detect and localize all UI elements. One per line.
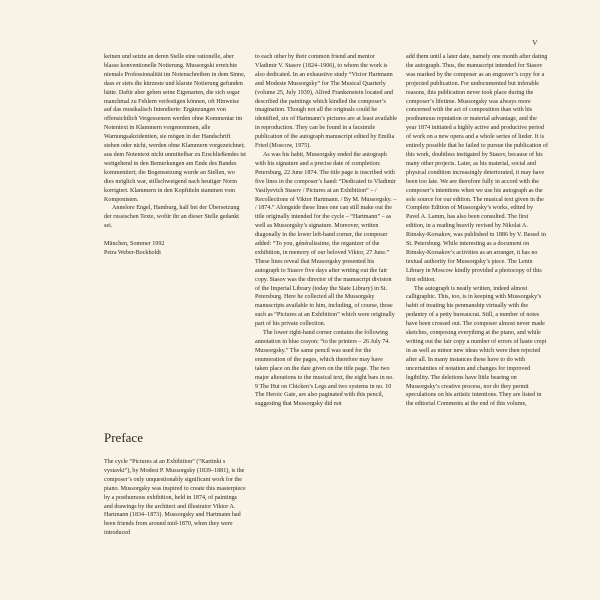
signature-place-date: München, Sommer 1992 xyxy=(104,241,165,248)
german-paragraph: Annelore Engel, Hamburg, half bei der Übersetzung der russischen Texte, wofür ihr an dieser Stelle gedankt sei. xyxy=(104,205,240,230)
body-paragraph: The autograph is neatly written, indeed almost calligraphic. This, too, is in keeping with Mussorgsky’s habit of treating his penmanship virtually with the pedantry of a petty bureaucrat. Still, a number of notes have been crossed out. The composer almost never made sketches, composing everything at the piano, and while writing out the fair copy a number of errors of haste crept in as well as minor new ideas which were then rejected after all. In many instances these have to do with uncertainties of notation and changes for improved legibility. The deletions have little bearing on Mussorgsky’s creative process, nor do they permit speculations on his artistic intentions. They are listed in the editorial Comments at the end of this volume, xyxy=(406,285,547,408)
preface-heading: Preface xyxy=(104,430,143,445)
german-paragraph: keinen und setzte an deren Stelle eine rationelle, aber blasse konventionelle Notierung. Mussorgski erreichte niemals Professionalität im Notenschreiben in dem Sinne, dass er stets die kürzeste und klarste Notierung gefunden hätte. Dafür aber geben seine Eigenarten, die sich sogar manchmal zu Fehlern verfestigen können, oft Hinweise auf das musikalisch Intendierte: Ergänzungen von offensichtlich Vergessenem werden ohne Kommentar im Notentext in Klammern vorgenommen, alle Warnungsakzidentien, sie mögen in der Handschrift stehen oder nicht, werden ohne Klammern vorgezeichnet; aus dem Notentext nicht unmittelbar zu Erschließendes ist weitgehend in den Bemerkungen am Ende des Bandes kommentiert; die Bogensetzung wurde an Stellen, wo dies möglich war, stillschweigend nach heutiger Norm korrigiert. Klammern in den Kopftiteln stammen vom Komponisten. xyxy=(104,54,246,203)
preface-body xyxy=(104,458,246,538)
column-right xyxy=(406,53,548,409)
column-left xyxy=(104,53,246,537)
column-middle xyxy=(255,53,397,409)
preface-paragraph: The cycle “Pictures at an Exhibition” (“Kartinki s vystavki”), by Modest P. Mussorgsky (1839–1881), is the composer’s only unquestionably significant work for the piano. Mussorgsky was inspired to create this masterpiece by a posthumous exhibition, held in 1874, of paintings and drawings by the architect and illustrator Viktor A. Hartmann (1834–1873). Mussorgsky and Hartmann had been friends from around mid-1870, when they were introduced xyxy=(104,459,246,537)
body-paragraph: The lower right-hand corner contains the following annotation in blue crayon: “to the printers – 26 July 74. Mussorgsky.” The same pencil was used for the enumeration of the pages, which therefore may have taken place on the date given on the title page. The two major alterations to the musical text, the eight bars in no. 9 The Hut on Chicken’s Legs and two systems in no. 10 The Heroic Gate, are also paginated with this pencil, suggesting that Mussorgsky did not xyxy=(255,330,394,408)
body-paragraph: add them until a later date, namely one month after dating the autograph. Thus, the manuscript intended for Stasov was marked by the composer as an engraver’s copy for a projected publication. For undocumented but inferable reasons, this publication never took place during the composer’s lifetime. Mussorgsky was always more concerned with the act of composition than with his posthumous reputation or material advantage, and the year 1874 initiated a highly active and productive period of work on a new opera and a whole series of lieder. It is entirely possible that he failed to pursue the publication of this work, doubtless instigated by Stasov, because of his many other projects. Later, as his material, social and physical condition increasingly deteriorated, it may have been too late. We are therefore fully in accord with the composer’s intentions when we use his autograph as the sole source for our edition. The musical text given in the Complete Edition of Mussorgsky’s works, edited by Pavel A. Lamm, has also been consulted. The first edition, in a reading heavily revised by Nikolai A. Rimsky-Korsakov, was published in 1886 by V. Bessel in St. Petersburg. While interesting as a document on Rimsky-Korsakov’s activities as an arranger, it has no textual authority for Mussorgsky’s piece. The Lenin Library in Moscow kindly provided a photocopy of this first edition. xyxy=(406,54,548,283)
signature-author: Petra Weber-Bockholdt xyxy=(104,250,161,257)
page-number: V xyxy=(532,38,538,47)
body-paragraph: As was his habit, Mussorgsky ended the autograph with his signature and a precise date of completion: Petersburg, 22 June 1874. The title page is inscribed with five lines in the composer’s hand: “Dedicated to Vladimir Vasilyevich Stasov / Pictures at an Exhibition” – / Recollections of Viktor Hartmann. / By M. Mussorgsky. – / 1874.” Alongside these lines one can still make out the title originally intended for the cycle – “Hartmann” – as well as Mussorgsky’s signature. Moreover, written diagonally in the lower left-hand corner, the composer added: “To you, généralissime, the organizer of the exhibition, in memory of our beloved Viktor, 27 June.” These lines reveal that Mussorgsky presented his autograph to Stasov five days after writing out the fair copy. Stasov was the director of the manuscript division of the Imperial Library (today the State Library) in St. Petersburg. Here he collected all the Mussorgsky manuscripts available to him, including, of course, those such as “Pictures at an Exhibition” which were originally part of his private collection. xyxy=(255,151,397,328)
body-paragraph: to each other by their common friend and mentor Vladimir V. Stasov (1824–1906), to whom the work is also dedicated. In an exhaustive study “Victor Hartmann and Modeste Mussorgsky” for The Musical Quarterly (volume 25, July 1939), Alfred Frankenstein located and described the paintings which kindled the composer’s imagination. Though not all the originals could be identified, six of Hartmann’s pictures are at least available in reproduction. They can be found in a facsimile publication of the autograph manuscript edited by Emilia Fried (Moscow, 1975). xyxy=(255,54,397,150)
